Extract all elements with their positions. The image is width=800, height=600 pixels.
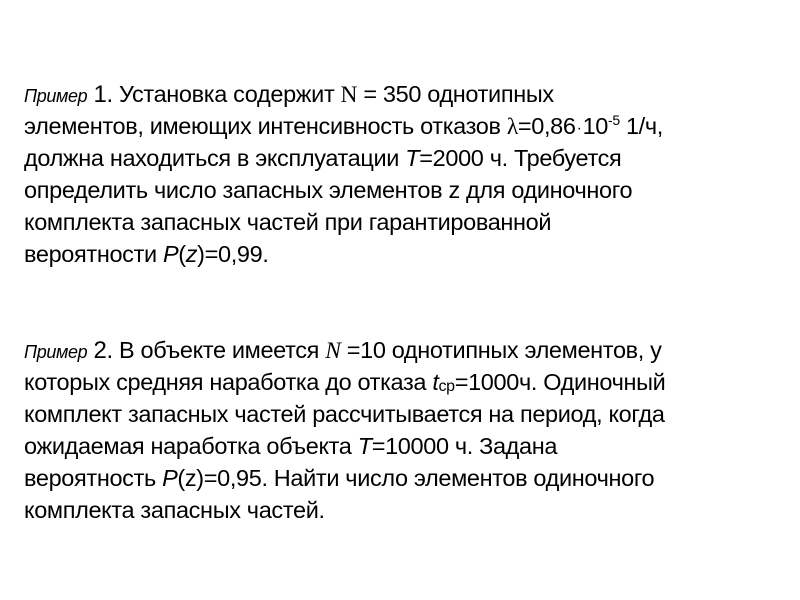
example-1-text: должна находиться в эксплуатации: [24, 145, 406, 171]
example-2-text: вероятность: [24, 465, 163, 491]
example-1-z-symbol: z: [185, 241, 198, 267]
example-1-text: = 350 однотипных: [357, 81, 554, 107]
example-1-text: 1/ч,: [619, 113, 663, 139]
example-1-line-6: [24, 238, 796, 270]
example-1-text: )=0,99.: [197, 241, 269, 267]
example-1-multiply-dot: ·: [576, 120, 582, 137]
example-1-text: 10: [582, 113, 609, 139]
example-1-line-3: [24, 142, 796, 174]
example-1-text: вероятности: [24, 241, 163, 267]
example-2-text: =1000ч. Одиночный: [454, 369, 666, 395]
example-2-line-6: комплекта запасных частей.: [24, 497, 325, 523]
example-2-text: В объекте имеется: [112, 337, 326, 363]
example-2-line-5: [24, 462, 796, 494]
example-1-N-symbol: N: [340, 82, 358, 108]
example-2-number: 2.: [93, 337, 113, 364]
example-2-text: =10000 ч. Задана: [371, 433, 558, 459]
example-2-paragraph: [24, 334, 796, 526]
example-1-lambda-symbol: λ: [506, 114, 518, 140]
example-1-exponent: -5: [608, 112, 620, 128]
example-2-text: =10 однотипных элементов, у: [340, 337, 662, 363]
example-2-subscript: ср: [438, 378, 455, 395]
example-2-line-4: [24, 430, 796, 462]
example-1-text: Установка содержит: [112, 81, 341, 107]
example-2-text: (z)=0,95. Найти число элементов одиночного: [177, 465, 655, 491]
example-1-line-2: [24, 110, 796, 142]
example-2-label: Пример: [24, 342, 88, 362]
example-1-text: элементов, имеющих интенсивность отказов: [24, 113, 507, 139]
example-1-text: (: [178, 241, 186, 267]
example-1-P-symbol: P: [162, 241, 179, 267]
example-1-label: Пример: [24, 86, 88, 106]
example-1-line-4: определить число запасных элементов z для одиночного: [24, 177, 633, 203]
example-1-text: =2000 ч. Требуется: [419, 145, 622, 171]
example-2-line-1: [24, 334, 796, 366]
example-2-P-symbol: P: [162, 465, 178, 491]
example-1-line-5: комплекта запасных частей при гарантированной: [24, 209, 552, 235]
example-2-T-symbol: T: [357, 433, 372, 459]
example-1-line-1: [24, 78, 796, 110]
example-1-T-symbol: T: [405, 145, 420, 171]
example-1-paragraph: [24, 78, 796, 270]
example-2-line-2: [24, 366, 796, 398]
example-1-text: =0,86: [517, 113, 576, 139]
example-2-line-3: комплект запасных частей рассчитывается на период, когда: [24, 401, 665, 427]
example-1-number: 1.: [93, 81, 113, 108]
example-2-text: ожидаемая наработка объекта: [24, 433, 358, 459]
example-2-t-symbol: t: [432, 369, 439, 395]
example-2-N-symbol: N: [325, 338, 341, 364]
example-2-text: которых средняя наработка до отказа: [24, 369, 433, 395]
